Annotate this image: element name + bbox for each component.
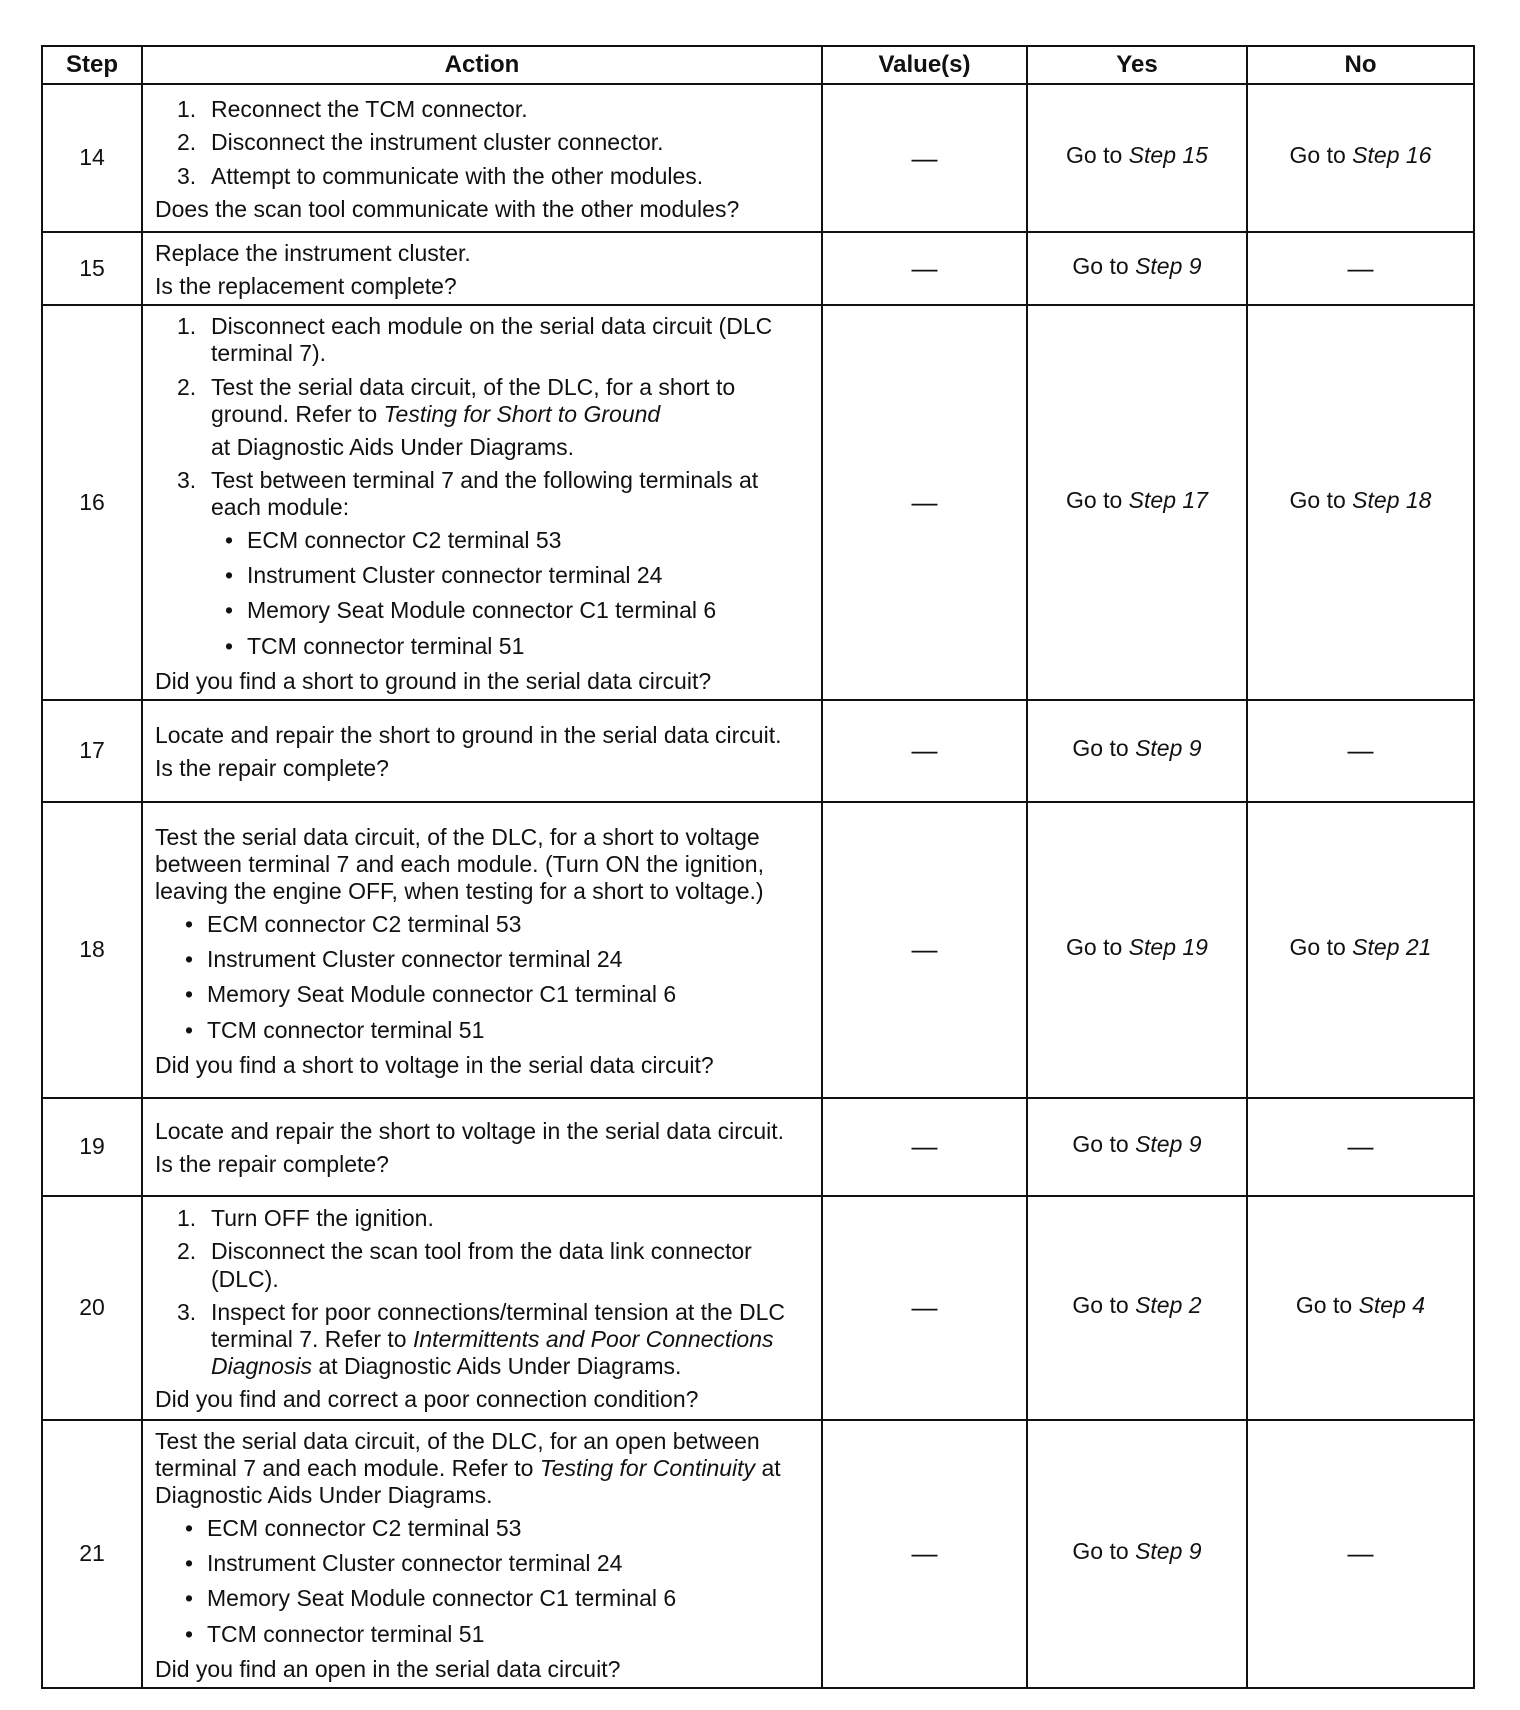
action-cell <box>142 84 822 232</box>
numbered-item: 3. Test between terminal 7 and the following terminals at each module: <box>177 466 759 520</box>
step-reference: Step 19 <box>1128 934 1208 961</box>
numbered-item: 2. Disconnect the scan tool from the data link connector (DLC). <box>177 1238 752 1292</box>
yes-cell: Go to Step 17 <box>1027 305 1247 700</box>
no-cell: Go to Step 18 <box>1247 305 1474 700</box>
yes-cell: Go to Step 9 <box>1027 1098 1247 1196</box>
bullet-item: • TCM connector terminal 51 <box>185 1016 485 1043</box>
step-number: 20 <box>42 1196 142 1420</box>
step-reference: Step 2 <box>1135 1292 1202 1319</box>
no-cell: — <box>1247 232 1474 305</box>
step-number: 21 <box>42 1420 142 1688</box>
no-cell: — <box>1247 700 1474 802</box>
table-row <box>42 1196 1474 1420</box>
step-reference: Step 9 <box>1135 253 1202 280</box>
question-text: Is the repair complete? <box>155 755 389 782</box>
bullet-item: • Instrument Cluster connector terminal 24 <box>185 1550 623 1577</box>
step-number: 14 <box>42 84 142 232</box>
numbered-item: 1. Disconnect each module on the serial data circuit (DLC terminal 7). <box>177 313 773 367</box>
table-row <box>42 1420 1474 1688</box>
numbered-item: 2. Test the serial data circuit, of the DLC, for a short to ground. Refer to Testing for Short to Ground <box>177 373 736 427</box>
action-text: Locate and repair the short to ground in the serial data circuit. <box>155 722 782 749</box>
diagnostic-table <box>41 45 1475 1689</box>
bullet-item: • TCM connector terminal 51 <box>185 1620 485 1647</box>
numbered-item: 1. Turn OFF the ignition. <box>177 1205 434 1232</box>
bullet-item: • Instrument Cluster connector terminal 24 <box>225 562 663 589</box>
action-cell <box>142 1196 822 1420</box>
table-row <box>42 84 1474 232</box>
bullet-item: • ECM connector C2 terminal 53 <box>225 527 562 554</box>
header-action: Action <box>142 46 822 84</box>
value-cell: — <box>822 84 1027 232</box>
numbered-item: 1. Reconnect the TCM connector. <box>177 96 528 123</box>
step-number: 18 <box>42 802 142 1098</box>
yes-cell: Go to Step 2 <box>1027 1196 1247 1420</box>
step-reference: Step 9 <box>1135 1131 1202 1158</box>
step-reference: Step 9 <box>1135 735 1202 762</box>
step-reference: Step 18 <box>1352 486 1432 513</box>
value-cell: — <box>822 1196 1027 1420</box>
reference-link[interactable]: Intermittents and Poor Connections Diagnosis <box>211 1325 774 1379</box>
action-cell <box>142 305 822 700</box>
no-cell: Go to Step 21 <box>1247 802 1474 1098</box>
step-number: 15 <box>42 232 142 305</box>
action-text: Test the serial data circuit, of the DLC, for an open between terminal 7 and each module. Refer to Testing for Continuity at Diagnostic Aids Under Diagrams. <box>155 1427 781 1508</box>
action-cell <box>142 1420 822 1688</box>
value-cell: — <box>822 232 1027 305</box>
value-cell: — <box>822 305 1027 700</box>
step-reference: Step 15 <box>1128 142 1208 169</box>
no-cell: Go to Step 16 <box>1247 84 1474 232</box>
numbered-item: 3. Inspect for poor connections/terminal tension at the DLC terminal 7. Refer to Intermittents and Poor Connections Diagnosis at Diagnostic Aids Under Diagrams. <box>177 1298 786 1379</box>
header-step: Step <box>42 46 142 84</box>
no-cell: — <box>1247 1098 1474 1196</box>
question-text: Is the replacement complete? <box>155 273 457 300</box>
bullet-item: • ECM connector C2 terminal 53 <box>185 911 522 938</box>
action-text: Locate and repair the short to voltage in the serial data circuit. <box>155 1118 785 1145</box>
question-text: Does the scan tool communicate with the other modules? <box>155 195 740 222</box>
value-cell: — <box>822 700 1027 802</box>
value-cell: — <box>822 1098 1027 1196</box>
question-text: Is the repair complete? <box>155 1151 389 1178</box>
header-no: No <box>1247 46 1474 84</box>
table-row <box>42 305 1474 700</box>
numbered-item: 2. Disconnect the instrument cluster connector. <box>177 129 664 156</box>
step-reference: Step 16 <box>1352 142 1432 169</box>
bullet-item: • ECM connector C2 terminal 53 <box>185 1515 522 1542</box>
bullet-item: • Memory Seat Module connector C1 terminal 6 <box>185 981 677 1008</box>
action-cell <box>142 1098 822 1196</box>
step-reference: Step 21 <box>1352 934 1432 961</box>
yes-cell: Go to Step 9 <box>1027 232 1247 305</box>
yes-cell: Go to Step 9 <box>1027 700 1247 802</box>
header-values: Value(s) <box>822 46 1027 84</box>
yes-cell: Go to Step 15 <box>1027 84 1247 232</box>
table-row <box>42 232 1474 305</box>
header-row <box>42 46 1474 84</box>
numbered-item: 3. Attempt to communicate with the other modules. <box>177 162 704 189</box>
step-reference: Step 9 <box>1135 1538 1202 1565</box>
table-row <box>42 1098 1474 1196</box>
question-text: Did you find an open in the serial data circuit? <box>155 1655 621 1682</box>
header-yes: Yes <box>1027 46 1247 84</box>
action-cell <box>142 232 822 305</box>
step-reference: Step 4 <box>1358 1292 1426 1319</box>
bullet-item: • TCM connector terminal 51 <box>225 632 525 659</box>
no-cell: — <box>1247 1420 1474 1688</box>
action-cell <box>142 700 822 802</box>
table-row <box>42 802 1474 1098</box>
reference-link[interactable]: Testing for Continuity <box>539 1454 756 1481</box>
reference-link[interactable]: Testing for Short to Ground <box>383 400 661 427</box>
action-text: Replace the instrument cluster. <box>155 240 471 266</box>
step-number: 17 <box>42 700 142 802</box>
bullet-item: • Memory Seat Module connector C1 terminal 6 <box>225 597 717 624</box>
step-reference: Step 17 <box>1128 486 1208 513</box>
action-text: Test the serial data circuit, of the DLC, for a short to voltage between terminal 7 and each module. (Turn ON the ignition, leaving the engine OFF, when testing for a short to voltage.) <box>155 823 764 904</box>
step-number: 19 <box>42 1098 142 1196</box>
question-text: Did you find and correct a poor connection condition? <box>155 1386 699 1413</box>
table-row <box>42 700 1474 802</box>
question-text: Did you find a short to voltage in the serial data circuit? <box>155 1051 714 1078</box>
action-cell <box>142 802 822 1098</box>
bullet-item: • Memory Seat Module connector C1 terminal 6 <box>185 1585 677 1612</box>
action-text: at Diagnostic Aids Under Diagrams. <box>211 433 575 460</box>
bullet-item: • Instrument Cluster connector terminal 24 <box>185 946 623 973</box>
yes-cell: Go to Step 19 <box>1027 802 1247 1098</box>
question-text: Did you find a short to ground in the serial data circuit? <box>155 667 712 694</box>
value-cell: — <box>822 802 1027 1098</box>
yes-cell: Go to Step 9 <box>1027 1420 1247 1688</box>
step-number: 16 <box>42 305 142 700</box>
value-cell: — <box>822 1420 1027 1688</box>
no-cell: Go to Step 4 <box>1247 1196 1474 1420</box>
